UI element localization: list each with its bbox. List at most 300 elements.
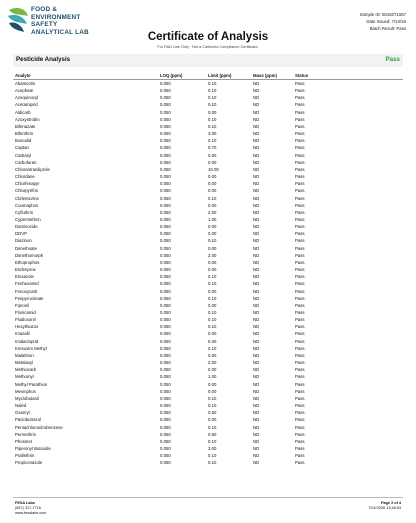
cell-status: Pass (295, 216, 305, 222)
footer-right (368, 501, 401, 511)
table-header (13, 72, 403, 80)
lab-phone: (657) 317-7716 (15, 506, 41, 511)
table-row (13, 152, 403, 159)
cell-status: Pass (295, 224, 305, 230)
cell-analyte: Fenoxycarb (15, 288, 38, 294)
cell-mass: ND (253, 109, 260, 115)
cell-analyte: Piperonyl Butoxide (15, 445, 51, 451)
cell-limit: 0.00 (208, 245, 217, 251)
cell-status: Pass (295, 116, 305, 122)
cell-mass: ND (253, 331, 260, 337)
cell-limit: 0.10 (208, 238, 217, 244)
cell-status: Pass (295, 159, 305, 165)
cell-limit: 2.00 (208, 252, 217, 258)
cell-loq: 0.050 (160, 245, 171, 251)
cell-status: Pass (295, 209, 305, 215)
cell-status: Pass (295, 367, 305, 373)
cell-loq: 0.050 (160, 102, 171, 108)
cell-mass: ND (253, 102, 260, 108)
cell-status: Pass (295, 109, 305, 115)
cell-limit: 0.00 (208, 174, 217, 180)
cell-mass: ND (253, 245, 260, 251)
cell-limit: 2.00 (208, 360, 217, 366)
table-row (13, 438, 403, 445)
cell-mass: ND (253, 202, 260, 208)
cell-analyte: Dimethoate (15, 245, 37, 251)
cell-loq: 0.050 (160, 138, 171, 144)
cell-analyte: Chlorfenapyr (15, 181, 40, 187)
cell-status: Pass (295, 252, 305, 258)
cell-loq: 0.050 (160, 274, 171, 280)
cell-analyte: Coumaphos (15, 202, 39, 208)
cell-loq: 0.050 (160, 181, 171, 187)
cell-limit: 0.00 (208, 331, 217, 337)
cell-mass: ND (253, 417, 260, 423)
cell-loq: 0.050 (160, 317, 171, 323)
cell-mass: ND (253, 88, 260, 94)
cell-loq: 0.050 (160, 417, 171, 423)
cell-mass: ND (253, 317, 260, 323)
cell-loq: 0.050 (160, 95, 171, 101)
cell-status: Pass (295, 403, 305, 409)
table-row (13, 130, 403, 137)
cell-loq: 0.050 (160, 410, 171, 416)
footer-left (15, 501, 46, 517)
col-loq: LOQ (ppm) (160, 73, 183, 78)
cell-loq: 0.050 (160, 159, 171, 165)
cell-loq: 0.050 (160, 209, 171, 215)
cell-limit: 0.10 (208, 453, 217, 459)
cell-loq: 0.050 (160, 109, 171, 115)
cell-analyte: Acephate (15, 88, 34, 94)
cell-mass: ND (253, 131, 260, 137)
col-analyte: Analyte (15, 73, 31, 78)
cell-analyte: Oxamyl (15, 410, 30, 416)
cell-loq: 0.050 (160, 345, 171, 351)
printed-timestamp: 7/24/2026 13:48:53 (368, 506, 401, 511)
table-row (13, 459, 403, 466)
cell-analyte: Hexythiazox (15, 324, 39, 330)
table-row (13, 352, 403, 359)
cell-status: Pass (295, 345, 305, 351)
cell-loq: 0.050 (160, 395, 171, 401)
cell-mass: ND (253, 138, 260, 144)
cell-mass: ND (253, 267, 260, 273)
table-row (13, 245, 403, 252)
cell-analyte: Fenpyroximate (15, 295, 44, 301)
cell-limit: 0.10 (208, 116, 217, 122)
cell-analyte: Chlorantraniliprole (15, 166, 50, 172)
cell-analyte: Bifenazate (15, 123, 36, 129)
cell-analyte: Imazalil (15, 331, 30, 337)
cell-loq: 0.050 (160, 295, 171, 301)
table-row (13, 295, 403, 302)
cell-mass: ND (253, 338, 260, 344)
cell-loq: 0.050 (160, 216, 171, 222)
cell-mass: ND (253, 81, 260, 86)
cell-status: Pass (295, 460, 305, 466)
cell-mass: ND (253, 453, 260, 459)
cell-mass: ND (253, 95, 260, 101)
cell-analyte: Metalaxyl (15, 360, 34, 366)
cell-loq: 0.050 (160, 195, 171, 201)
cell-analyte: Etofenprox (15, 267, 36, 273)
cell-mass: ND (253, 381, 260, 387)
page-title: Certificate of Analysis (147, 31, 269, 43)
cell-limit: 0.10 (208, 88, 217, 94)
cell-limit: 0.10 (208, 138, 217, 144)
cell-limit: 0.10 (208, 95, 217, 101)
cell-analyte: Boscalid (15, 138, 32, 144)
cell-analyte: Permethrin (15, 431, 37, 437)
cell-limit: 0.00 (208, 159, 217, 165)
cell-analyte: Imidacloprid (15, 338, 39, 344)
cell-limit: 0.00 (208, 224, 217, 230)
cell-status: Pass (295, 123, 305, 129)
section-result: Pass (385, 56, 400, 63)
cell-loq: 0.050 (160, 131, 171, 137)
cell-analyte: Clofentezine (15, 195, 39, 201)
cell-status: Pass (295, 410, 305, 416)
table-row (13, 109, 403, 116)
cell-analyte: Acequinocyl (15, 95, 39, 101)
section-header (13, 54, 403, 67)
cell-status: Pass (295, 338, 305, 344)
cell-limit: 0.00 (208, 388, 217, 394)
cell-status: Pass (295, 431, 305, 437)
cell-status: Pass (295, 131, 305, 137)
cell-mass: ND (253, 345, 260, 351)
cell-mass: ND (253, 424, 260, 430)
cell-mass: ND (253, 324, 260, 330)
cell-limit: 0.00 (208, 417, 217, 423)
cell-loq: 0.050 (160, 460, 171, 466)
cell-analyte: Prallethrin (15, 453, 35, 459)
logo-line: FOOD & (31, 6, 58, 13)
cell-limit: 0.50 (208, 431, 217, 437)
table-row (13, 187, 403, 194)
cell-status: Pass (295, 417, 305, 423)
table-row (13, 195, 403, 202)
cell-limit: 0.00 (208, 188, 217, 194)
table-row (13, 173, 403, 180)
cell-mass: ND (253, 195, 260, 201)
table-row (13, 359, 403, 366)
cell-mass: ND (253, 145, 260, 151)
cell-analyte: Chlordane (15, 174, 35, 180)
table-row (13, 80, 403, 87)
cell-analyte: Mevinphos (15, 388, 36, 394)
cell-mass: ND (253, 159, 260, 165)
cell-status: Pass (295, 395, 305, 401)
table-row (13, 373, 403, 380)
table-row (13, 123, 403, 130)
cell-loq: 0.050 (160, 202, 171, 208)
table-row (13, 101, 403, 108)
cell-analyte: Bifenthrin (15, 131, 34, 137)
cell-limit: 0.10 (208, 424, 217, 430)
table-row (13, 280, 403, 287)
table-row (13, 338, 403, 345)
table-row (13, 202, 403, 209)
cell-status: Pass (295, 274, 305, 280)
cell-limit: 0.00 (208, 231, 217, 237)
table-row (13, 366, 403, 373)
cell-analyte: Malathion (15, 352, 34, 358)
cell-analyte: Phosmet (15, 438, 32, 444)
cell-mass: ND (253, 123, 260, 129)
batch-result: Batch Result: Pass (369, 26, 406, 31)
cell-mass: ND (253, 460, 260, 466)
cell-loq: 0.050 (160, 338, 171, 344)
table-row (13, 316, 403, 323)
cell-limit: 0.00 (208, 288, 217, 294)
cell-analyte: Ethoprophos (15, 259, 40, 265)
cell-limit: 0.50 (208, 410, 217, 416)
cell-mass: ND (253, 116, 260, 122)
cell-loq: 0.050 (160, 367, 171, 373)
cell-analyte: Diazinon (15, 238, 32, 244)
cell-loq: 0.050 (160, 403, 171, 409)
cell-loq: 0.050 (160, 238, 171, 244)
cell-status: Pass (295, 102, 305, 108)
table-row (13, 223, 403, 230)
cell-limit: 0.00 (208, 302, 217, 308)
cell-status: Pass (295, 295, 305, 301)
cell-limit: 5.00 (208, 338, 217, 344)
table-row (13, 395, 403, 402)
cell-mass: ND (253, 445, 260, 451)
cell-analyte: Fludioxonil (15, 317, 36, 323)
cell-limit: 0.50 (208, 352, 217, 358)
table-row (13, 266, 403, 273)
table-row (13, 87, 403, 94)
cell-status: Pass (295, 88, 305, 94)
cell-status: Pass (295, 138, 305, 144)
cell-limit: 3.00 (208, 445, 217, 451)
table-row (13, 330, 403, 337)
cell-mass: ND (253, 152, 260, 158)
cell-status: Pass (295, 374, 305, 380)
table-row (13, 252, 403, 259)
cell-mass: ND (253, 374, 260, 380)
cell-limit: 0.00 (208, 267, 217, 273)
cell-analyte: Abamectin (15, 81, 36, 86)
cell-loq: 0.050 (160, 324, 171, 330)
cell-loq: 0.050 (160, 374, 171, 380)
logo-line: ENVIRONMENT (31, 13, 81, 21)
table-row (13, 345, 403, 352)
cell-loq: 0.050 (160, 88, 171, 94)
cell-loq: 0.050 (160, 267, 171, 273)
table-row (13, 452, 403, 459)
table-row (13, 424, 403, 431)
cell-limit: 0.10 (208, 195, 217, 201)
cell-loq: 0.050 (160, 252, 171, 258)
cell-limit: 1.00 (208, 216, 217, 222)
table-row (13, 237, 403, 244)
cell-loq: 0.050 (160, 445, 171, 451)
cell-analyte: Methiocarb (15, 367, 37, 373)
page-number: Page 2 of 4 (380, 501, 401, 505)
table-row (13, 230, 403, 237)
cell-analyte: Dimethomorph (15, 252, 44, 258)
cell-status: Pass (295, 302, 305, 308)
cell-loq: 0.050 (160, 231, 171, 237)
cell-loq: 0.050 (160, 152, 171, 158)
cell-loq: 0.050 (160, 81, 171, 86)
cell-status: Pass (295, 331, 305, 337)
cell-status: Pass (295, 438, 305, 444)
cell-limit: 0.10 (208, 403, 217, 409)
table-row (13, 309, 403, 316)
cell-loq: 0.050 (160, 431, 171, 437)
cell-limit: 0.10 (208, 295, 217, 301)
cell-mass: ND (253, 302, 260, 308)
cell-mass: ND (253, 231, 260, 237)
cell-loq: 0.050 (160, 360, 171, 366)
table-row (13, 180, 403, 187)
cell-status: Pass (295, 166, 305, 172)
cell-status: Pass (295, 195, 305, 201)
cell-status: Pass (295, 238, 305, 244)
cell-status: Pass (295, 424, 305, 430)
cell-status: Pass (295, 245, 305, 251)
cell-mass: ND (253, 281, 260, 287)
cell-limit: 0.10 (208, 345, 217, 351)
cell-limit: 0.10 (208, 317, 217, 323)
table-row (13, 388, 403, 395)
section-name: Pesticide Analysis (16, 56, 71, 63)
col-limit: Limit (ppm) (208, 73, 232, 78)
cell-status: Pass (295, 288, 305, 294)
cell-loq: 0.050 (160, 188, 171, 194)
cell-analyte: Kresoxim Methyl (15, 345, 47, 351)
cell-loq: 0.050 (160, 453, 171, 459)
cell-limit: 0.00 (208, 181, 217, 187)
cell-status: Pass (295, 445, 305, 451)
cell-loq: 0.050 (160, 123, 171, 129)
cell-analyte: Flonicamid (15, 310, 36, 315)
table-row (13, 402, 403, 409)
cell-analyte: Carbofuran (15, 159, 37, 165)
cell-status: Pass (295, 231, 305, 237)
cell-loq: 0.050 (160, 331, 171, 337)
cell-mass: ND (253, 310, 260, 315)
cell-loq: 0.050 (160, 424, 171, 430)
cell-analyte: Aldicarb (15, 109, 31, 115)
cell-limit: 0.00 (208, 259, 217, 265)
cell-analyte: Fipronil (15, 302, 30, 308)
cell-mass: ND (253, 174, 260, 180)
cell-mass: ND (253, 431, 260, 437)
cell-status: Pass (295, 360, 305, 366)
cell-loq: 0.050 (160, 310, 171, 315)
cell-loq: 0.050 (160, 224, 171, 230)
cell-mass: ND (253, 224, 260, 230)
table-row (13, 116, 403, 123)
col-status: Status (295, 73, 309, 78)
cell-mass: ND (253, 360, 260, 366)
cell-analyte: Chlorpyrifos (15, 188, 38, 194)
table-row (13, 159, 403, 166)
cell-mass: ND (253, 395, 260, 401)
table-row (13, 416, 403, 423)
cell-analyte: Methomyl (15, 374, 34, 380)
cell-limit: 0.00 (208, 109, 217, 115)
table-row (13, 216, 403, 223)
cell-analyte: Propiconazole (15, 460, 43, 466)
table-row (13, 259, 403, 266)
table-row (13, 288, 403, 295)
cell-analyte: Azoxystrobin (15, 116, 40, 122)
cell-analyte: Acetamiprid (15, 102, 38, 108)
cell-mass: ND (253, 181, 260, 187)
cell-loq: 0.050 (160, 438, 171, 444)
cell-loq: 0.050 (160, 302, 171, 308)
logo-line: ANALYTICAL LAB (31, 28, 89, 36)
sample-meta (360, 11, 406, 32)
cell-analyte: Cypermethrin (15, 216, 41, 222)
cell-limit: 0.10 (208, 81, 217, 86)
lab-name: FESA Labs (15, 501, 35, 505)
table-row (13, 137, 403, 144)
cell-mass: ND (253, 188, 260, 194)
cell-limit: 0.50 (208, 152, 217, 158)
cell-limit: 1.00 (208, 374, 217, 380)
cell-analyte: Naled (15, 403, 27, 409)
cell-status: Pass (295, 259, 305, 265)
table-row (13, 302, 403, 309)
cell-analyte: Carbaryl (15, 152, 32, 158)
cell-status: Pass (295, 188, 305, 194)
cell-status: Pass (295, 352, 305, 358)
lab-website: www.fesalabs.com (15, 511, 47, 516)
cell-loq: 0.050 (160, 166, 171, 172)
cell-mass: ND (253, 295, 260, 301)
cell-limit: 0.10 (208, 274, 217, 280)
cell-status: Pass (295, 152, 305, 158)
cell-mass: ND (253, 166, 260, 172)
logo-line: SAFETY (31, 21, 58, 28)
cell-loq: 0.050 (160, 388, 171, 394)
cell-status: Pass (295, 267, 305, 273)
cell-limit: 0.10 (208, 123, 217, 129)
cell-status: Pass (295, 453, 305, 459)
cell-status: Pass (295, 181, 305, 187)
cell-mass: ND (253, 216, 260, 222)
cell-mass: ND (253, 259, 260, 265)
cell-loq: 0.050 (160, 116, 171, 122)
cell-status: Pass (295, 202, 305, 208)
cell-loq: 0.050 (160, 352, 171, 358)
page-footer (13, 497, 403, 516)
table-row (13, 166, 403, 173)
cell-loq: 0.050 (160, 174, 171, 180)
table-row (13, 144, 403, 151)
cell-status: Pass (295, 145, 305, 151)
cell-status: Pass (295, 95, 305, 101)
cell-limit: 0.70 (208, 145, 217, 151)
cell-analyte: DDVP (15, 231, 27, 237)
table-row (13, 445, 403, 452)
results-table (13, 80, 403, 466)
table-row (13, 209, 403, 216)
cell-limit: 0.10 (208, 460, 217, 466)
cell-mass: ND (253, 388, 260, 394)
cell-loq: 0.050 (160, 281, 171, 287)
date-issued: Date Issued: 7/24/26 (366, 19, 406, 24)
